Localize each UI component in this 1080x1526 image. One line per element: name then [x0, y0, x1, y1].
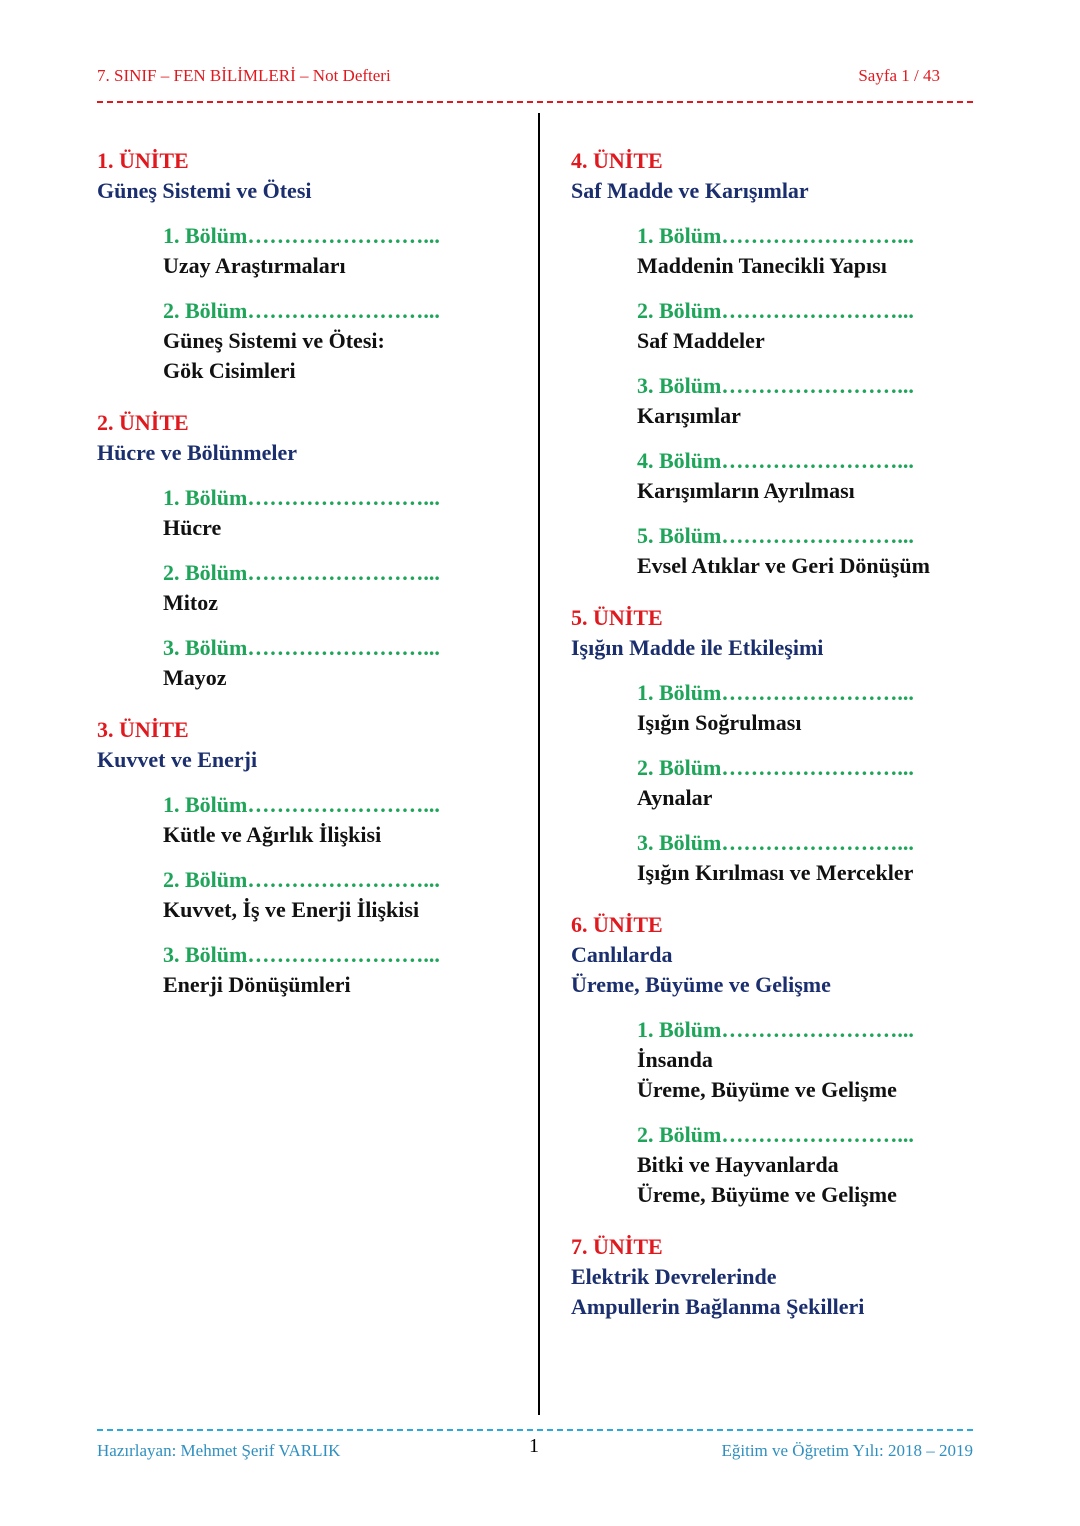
unit-number: 4. ÜNİTE — [571, 148, 663, 173]
section — [637, 446, 991, 506]
section — [163, 221, 517, 281]
section — [163, 940, 517, 1000]
section — [163, 483, 517, 543]
section-title: Karışımlar — [637, 403, 741, 428]
section-label: 2. Bölüm……………………... — [163, 867, 440, 892]
section — [163, 865, 517, 925]
section — [163, 633, 517, 693]
section — [637, 1015, 991, 1105]
section-label: 3. Bölüm……………………... — [163, 635, 440, 660]
section — [163, 790, 517, 850]
unit-number: 2. ÜNİTE — [97, 410, 189, 435]
section-title: Üreme, Büyüme ve Gelişme — [637, 1077, 897, 1102]
section-title: Bitki ve Hayvanlarda — [637, 1152, 839, 1177]
unit-title: Kuvvet ve Enerji — [97, 747, 258, 772]
unit-title: Ampullerin Bağlanma Şekilleri — [571, 1294, 865, 1319]
section-label: 3. Bölüm……………………... — [637, 830, 914, 855]
page-header — [97, 66, 973, 90]
section — [637, 521, 991, 581]
unit-1 — [97, 146, 517, 386]
page-footer — [97, 1435, 973, 1464]
section — [637, 753, 991, 813]
section — [163, 296, 517, 386]
section-label: 2. Bölüm……………………... — [637, 755, 914, 780]
section-title: Aynalar — [637, 785, 713, 810]
section-label: 1. Bölüm……………………... — [163, 223, 440, 248]
section-label: 1. Bölüm……………………... — [637, 223, 914, 248]
section-title: Karışımların Ayrılması — [637, 478, 855, 503]
section-label: 2. Bölüm……………………... — [637, 1122, 914, 1147]
section-label: 1. Bölüm……………………... — [163, 792, 440, 817]
unit-number: 3. ÜNİTE — [97, 717, 189, 742]
right-column — [571, 146, 991, 1332]
section-label: 1. Bölüm……………………... — [163, 485, 440, 510]
unit-4 — [571, 146, 991, 581]
unit-5 — [571, 603, 991, 888]
unit-title: Üreme, Büyüme ve Gelişme — [571, 972, 831, 997]
unit-title: Elektrik Devrelerinde — [571, 1264, 777, 1289]
section-label: 3. Bölüm……………………... — [637, 373, 914, 398]
section-title: Kütle ve Ağırlık İlişkisi — [163, 822, 382, 847]
unit-title: Güneş Sistemi ve Ötesi — [97, 178, 312, 203]
section-label: 1. Bölüm……………………... — [637, 1017, 914, 1042]
section-title: Güneş Sistemi ve Ötesi: — [163, 328, 385, 353]
section — [637, 828, 991, 888]
section-title: Enerji Dönüşümleri — [163, 972, 351, 997]
section-title: Uzay Araştırmaları — [163, 253, 346, 278]
left-column — [97, 146, 517, 1010]
section-label: 2. Bölüm……………………... — [637, 298, 914, 323]
unit-title: Hücre ve Bölünmeler — [97, 440, 297, 465]
section-title: Üreme, Büyüme ve Gelişme — [637, 1182, 897, 1207]
footer-page-number: 1 — [529, 1435, 539, 1457]
section-title: Kuvvet, İş ve Enerji İlişkisi — [163, 897, 420, 922]
section-title: Mayoz — [163, 665, 227, 690]
unit-number: 1. ÜNİTE — [97, 148, 189, 173]
section-title: Hücre — [163, 515, 222, 540]
unit-number: 6. ÜNİTE — [571, 912, 663, 937]
unit-number: 5. ÜNİTE — [571, 605, 663, 630]
section-label: 2. Bölüm……………………... — [163, 560, 440, 585]
footer-dashed-rule — [97, 1429, 973, 1431]
section-label: 1. Bölüm……………………... — [637, 680, 914, 705]
unit-title: Saf Madde ve Karışımlar — [571, 178, 809, 203]
header-title: 7. SINIF – FEN BİLİMLERİ – Not Defteri — [97, 66, 391, 85]
unit-number: 7. ÜNİTE — [571, 1234, 663, 1259]
unit-title: Işığın Madde ile Etkileşimi — [571, 635, 824, 660]
unit-7 — [571, 1232, 991, 1322]
section — [637, 1120, 991, 1210]
unit-3 — [97, 715, 517, 1000]
section — [163, 558, 517, 618]
section-label: 2. Bölüm……………………... — [163, 298, 440, 323]
unit-6 — [571, 910, 991, 1210]
section-title: Maddenin Tanecikli Yapısı — [637, 253, 887, 278]
header-page-indicator: Sayfa 1 / 43 — [858, 66, 940, 85]
section-title: Saf Maddeler — [637, 328, 765, 353]
column-divider — [538, 113, 540, 1415]
section-title: Işığın Soğrulması — [637, 710, 802, 735]
section-title: Mitoz — [163, 590, 218, 615]
footer-academic-year: Eğitim ve Öğretim Yılı: 2018 – 2019 — [721, 1441, 973, 1460]
section — [637, 678, 991, 738]
section — [637, 296, 991, 356]
section-title: İnsanda — [637, 1047, 713, 1072]
section — [637, 221, 991, 281]
section-label: 4. Bölüm……………………... — [637, 448, 914, 473]
section — [637, 371, 991, 431]
section-title: Gök Cisimleri — [163, 358, 296, 383]
section-label: 3. Bölüm……………………... — [163, 942, 440, 967]
header-dashed-rule — [97, 101, 973, 103]
section-label: 5. Bölüm……………………... — [637, 523, 914, 548]
section-title: Işığın Kırılması ve Mercekler — [637, 860, 914, 885]
section-title: Evsel Atıklar ve Geri Dönüşüm — [637, 553, 930, 578]
unit-title: Canlılarda — [571, 942, 673, 967]
unit-2 — [97, 408, 517, 693]
footer-author: Hazırlayan: Mehmet Şerif VARLIK — [97, 1441, 341, 1460]
